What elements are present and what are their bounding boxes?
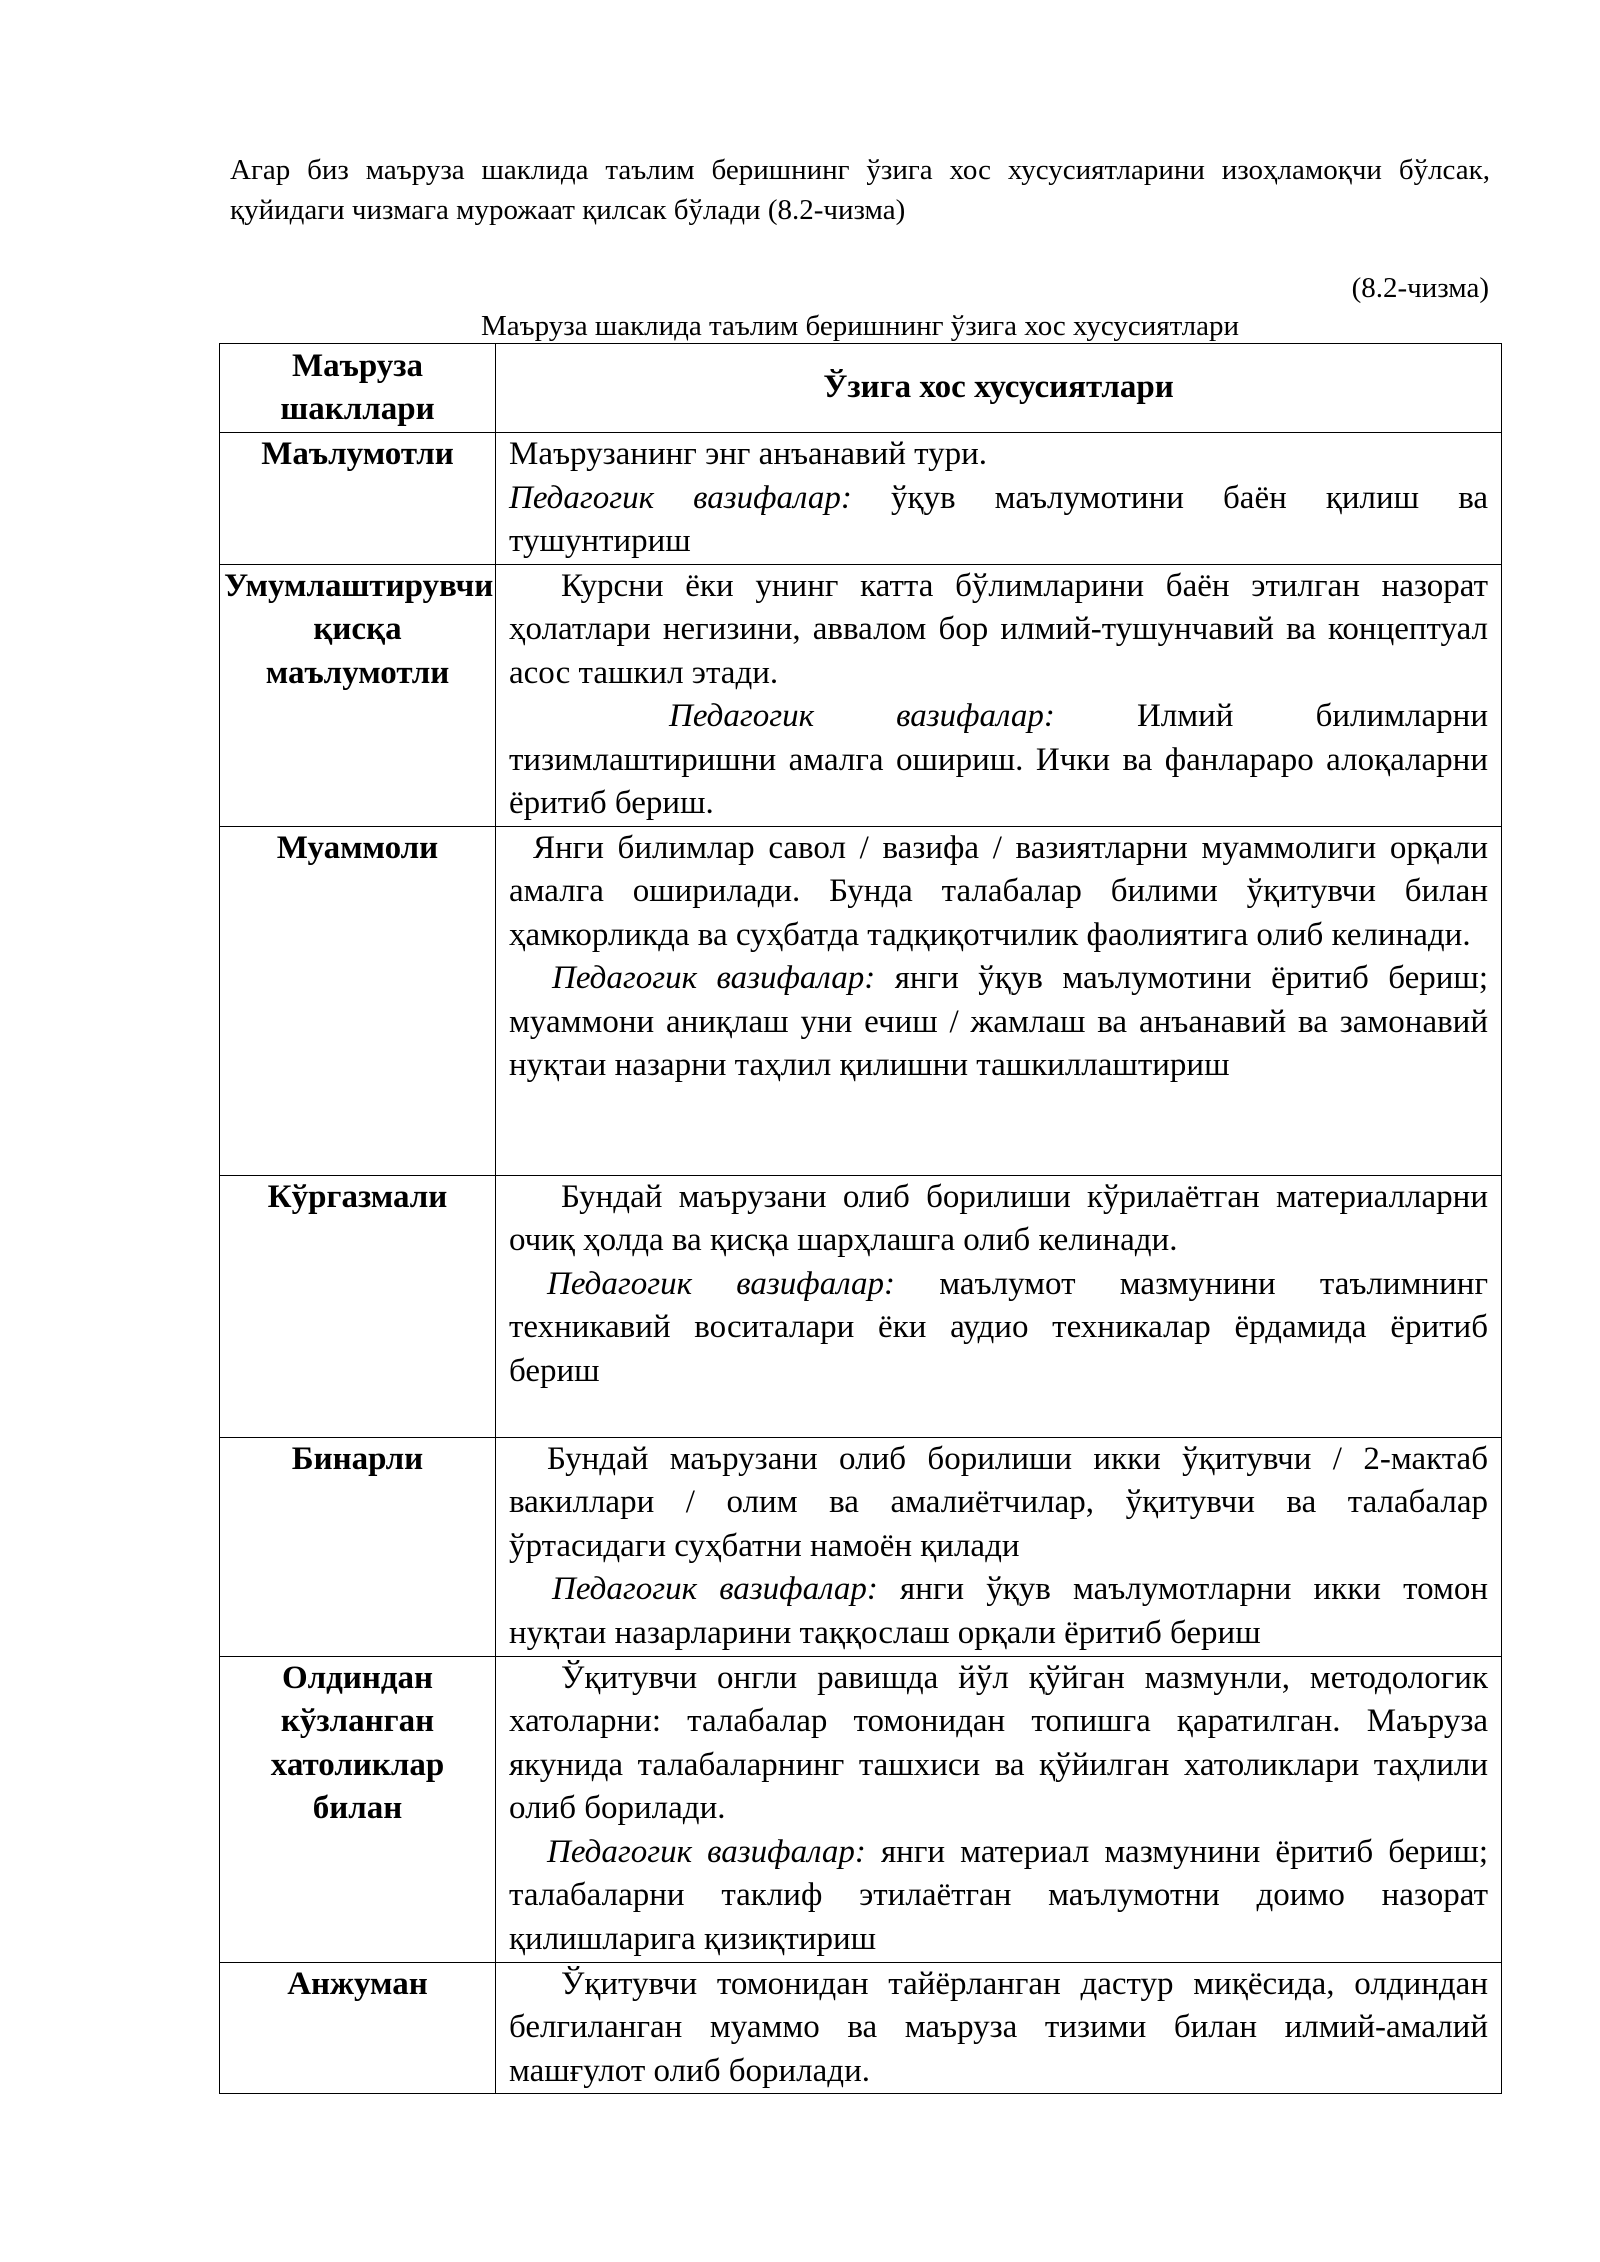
row-tasks-paragraph xyxy=(509,957,1488,1088)
row-tasks: Илмий билимларни тизимлаштиришни амалга ошириш. Ички ва фанлараро алоқаларни ёритиб бериш. xyxy=(509,698,1488,821)
table-row xyxy=(220,826,1502,1175)
row-tasks-paragraph xyxy=(509,1263,1488,1394)
row-text: Янги билимлар савол / вазифа / вазиятларни муаммолиги орқали амалга оширилади. Бунда талабалар билими ўқитувчи билан ҳамкорликда ва суҳбатда тадқиқотчилик фаолиятига олиб келинади. xyxy=(509,829,1488,953)
header-lecture-forms: Маъруза шакллари xyxy=(220,344,496,433)
row-name: Умумлаштирувчи қисқа маълумотли xyxy=(220,564,496,826)
row-description xyxy=(496,826,1502,1175)
pedagogical-label: Педагогик вазифалар: xyxy=(509,479,852,516)
pedagogical-label: Педагогик вазифалар: xyxy=(547,1833,866,1870)
table-title: Маъруза шаклида таълим беришнинг ўзига хос хусусиятлари xyxy=(481,310,1239,342)
row-description xyxy=(496,564,1502,826)
intro-paragraph: Агар биз маъруза шаклида таълим беришнинг ўзига хос хусусиятларини изоҳламоқчи бўлсак, қуйидаги чизмага мурожаат қилсак бўлади (8.2-чизма) xyxy=(230,154,1490,226)
header-features: Ўзига хос хусусиятлари xyxy=(496,344,1502,433)
row-description xyxy=(496,433,1502,565)
row-text: Курсни ёки унинг катта бўлимларини баён этилган назорат ҳолатлари негизини, аввалом бор илмий-тушунчавий ва концептуал асос ташкил этади. xyxy=(509,567,1488,691)
row-name: Олдиндан кўзланган хатоликлар билан xyxy=(220,1656,496,1962)
table-row xyxy=(220,433,1502,565)
row-text: Бундай маърузани олиб борилиши икки ўқитувчи / 2-мактаб вакиллари / олим ва амалиётчилар, ўқитувчи ва талабалар ўртасидаги суҳбатни намоён қилади xyxy=(509,1440,1488,1564)
row-tasks: маълумот мазмунини таълимнинг техникавий воситалари ёки аудио техникалар ёрдамида ёритиб бериш xyxy=(509,1265,1488,1389)
row-tasks-paragraph xyxy=(509,1831,1488,1962)
pedagogical-label: Педагогик вазифалар: xyxy=(669,698,1055,734)
row-tasks: янги ўқув маълумотларни икки томон нуқтаи назарларини таққослаш орқали ёритиб бериш xyxy=(509,1571,1488,1651)
table-row xyxy=(220,1962,1502,2094)
figure-label: (8.2-чизма) xyxy=(1351,272,1489,304)
table-row xyxy=(220,1437,1502,1656)
row-text: Ўқитувчи томонидан тайёрланган дастур миқёсида, олдиндан белгиланган муаммо ва маъруза тизими билан илмий-амалий машғулот олиб борилади. xyxy=(509,1965,1488,2089)
row-description xyxy=(496,1175,1502,1437)
row-description xyxy=(496,1437,1502,1656)
row-tasks-paragraph xyxy=(509,695,1488,826)
pedagogical-label: Педагогик вазифалар: xyxy=(552,1571,878,1607)
table-header-row xyxy=(220,344,1502,433)
pedagogical-label: Педагогик вазифалар: xyxy=(552,960,876,996)
row-description xyxy=(496,1656,1502,1962)
row-tasks: янги ўқув маълумотини ёритиб бериш; муаммони аниқлаш уни ечиш / жамлаш ва анъанавий ва замонавий нуқтаи назарни таҳлил қилишни ташкиллаштириш xyxy=(509,960,1488,1083)
row-tasks: ўқув маълумотини баён қилиш ва тушунтириш xyxy=(509,479,1488,559)
row-name: Бинарли xyxy=(220,1437,496,1656)
row-name: Маълумотли xyxy=(220,433,496,565)
pedagogical-label: Педагогик вазифалар: xyxy=(547,1265,895,1302)
row-name: Анжуман xyxy=(220,1962,496,2094)
row-text: Ўқитувчи онгли равишда йўл қўйган мазмунли, методологик хатоларни: талабалар томонидан топишга қаратилган. Маъруза якунида талабаларнинг ташхиси ва қўйилган хатоликлари таҳлили олиб борилади. xyxy=(509,1659,1488,1826)
row-name: Муаммоли xyxy=(220,826,496,1175)
table-row xyxy=(220,1656,1502,1962)
table-row xyxy=(220,1175,1502,1437)
row-description xyxy=(496,1962,1502,2094)
row-tasks-paragraph xyxy=(509,1568,1488,1655)
lecture-forms-table xyxy=(219,343,1502,2094)
row-name: Кўргазмали xyxy=(220,1175,496,1437)
row-text: Бундай маърузани олиб борилиши кўрилаётган материалларни очиқ ҳолда ва қисқа шарҳлашга олиб келинади. xyxy=(509,1178,1488,1258)
table-row xyxy=(220,564,1502,826)
row-text: Маърузанинг энг анъанавий тури. xyxy=(509,436,988,472)
row-tasks-paragraph xyxy=(509,477,1488,564)
row-tasks: янги материал мазмунини ёритиб бериш; талабаларни таклиф этилаётган маълумотни доимо назорат қилишларига қизиқтириш xyxy=(509,1833,1488,1957)
